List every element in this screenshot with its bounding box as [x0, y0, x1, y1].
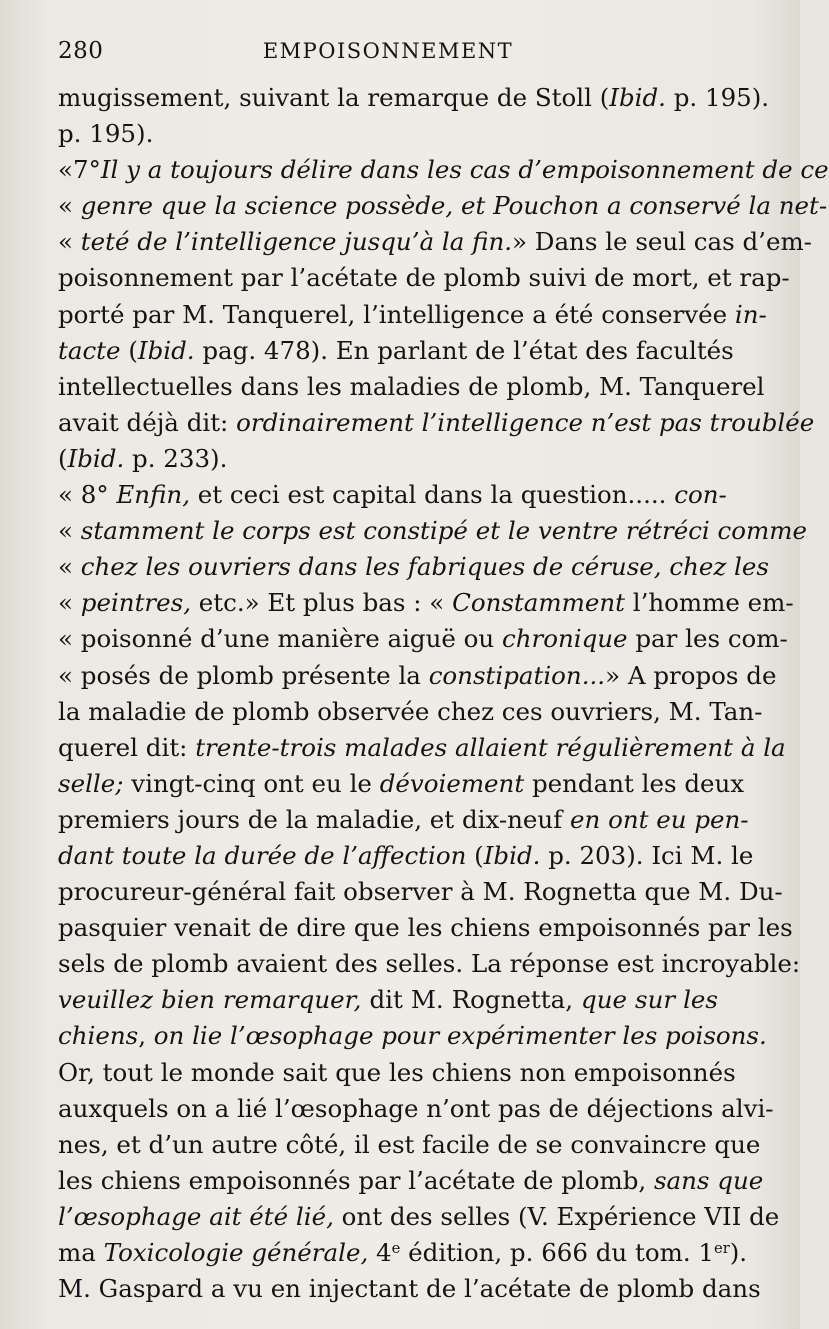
text-segment: (: [120, 335, 138, 365]
text-segment: dit M. Rognetta,: [361, 985, 582, 1015]
text-line: [58, 585, 794, 621]
italic-segment: Ibid.: [67, 443, 125, 473]
text-line: [58, 477, 727, 513]
text-line: [58, 441, 718, 477]
text-segment: nes, et d’un autre côté, il est facile de se convaincre que: [58, 1129, 761, 1159]
italic-segment: chronique: [502, 624, 628, 654]
italic-segment: constipation...: [428, 660, 606, 690]
text-line: [58, 333, 734, 369]
text-segment: édition, p. 666 du tom. 1: [400, 1238, 714, 1267]
text-line: [58, 549, 769, 585]
superscript: er: [714, 1239, 730, 1257]
text-segment: la maladie de plomb observée chez ces ouvriers, M. Tan-: [58, 696, 763, 726]
text-line: [58, 1271, 761, 1307]
text-segment: » A propos de: [605, 660, 777, 690]
italic-segment: stamment le corps est constipé et le ventre rétréci comme: [80, 516, 807, 546]
italic-segment: veuillez bien remarquer,: [58, 985, 362, 1015]
page-header: [58, 38, 718, 68]
italic-segment: on lie l’œsophage pour expérimenter les poisons.: [153, 1021, 767, 1051]
italic-segment: Constamment: [452, 588, 625, 618]
italic-segment: l’œsophage ait été lié,: [58, 1201, 334, 1231]
text-segment: » Dans le seul cas d’em-: [512, 227, 812, 257]
text-segment: M. Gaspard a vu en injectant de l’acétate de plomb dans: [58, 1274, 761, 1304]
italic-segment: peintres,: [80, 588, 191, 618]
text-segment: ont des selles (V. Expérience VII de: [333, 1201, 780, 1231]
italic-segment: dévoiement: [379, 768, 525, 798]
text-line: [58, 80, 770, 116]
text-segment: «: [58, 227, 81, 257]
italic-segment: dant toute la durée de l’affection: [58, 840, 467, 870]
text-line: [58, 297, 767, 333]
italic-segment: Enfin,: [116, 480, 190, 510]
text-segment: ma: [58, 1238, 104, 1267]
text-line: [58, 802, 749, 838]
text-segment: etc.» Et plus bas : «: [191, 588, 453, 618]
text-line: [58, 910, 793, 946]
text-segment: « 8°: [58, 480, 117, 510]
text-line: [58, 621, 788, 657]
italic-segment: sans que: [653, 1165, 764, 1195]
text-segment: p. 195).: [665, 83, 770, 112]
page-number: 280: [58, 38, 104, 64]
text-segment: (: [58, 443, 68, 473]
text-segment: poisonnement par l’acétate de plomb suivi de mort, et rap-: [58, 263, 790, 293]
italic-segment: tacte: [58, 335, 121, 365]
text-line: [58, 405, 815, 441]
text-segment: «: [58, 516, 81, 546]
italic-segment: genre que la science possède, et Pouchon a conservé la net-: [80, 191, 828, 221]
text-segment: par les com-: [627, 624, 788, 654]
italic-segment: in-: [734, 299, 767, 329]
text-segment: mugissement, suivant la remarque de Stoll (: [58, 83, 610, 112]
italic-segment: Ibid.: [609, 83, 666, 112]
text-line: [58, 982, 718, 1018]
text-segment: « posés de plomb présente la: [58, 660, 429, 690]
text-line: [58, 260, 790, 296]
text-line: [58, 513, 807, 549]
text-segment: «7°: [58, 155, 101, 185]
text-line: [58, 1055, 736, 1091]
text-line: [58, 116, 718, 152]
italic-segment: teté de l’intelligence jusqu’à la fin.: [80, 227, 513, 257]
text-segment: «: [58, 588, 81, 618]
text-line: [58, 766, 745, 802]
text-segment: p. 203). Ici M. le: [540, 840, 754, 870]
text-line: [58, 1127, 761, 1163]
text-line: [58, 224, 812, 260]
text-line: [58, 874, 783, 910]
text-segment: «: [58, 191, 81, 221]
text-segment: ,: [138, 1021, 154, 1051]
text-line: [58, 1091, 774, 1127]
italic-segment: Toxicologie générale,: [103, 1238, 369, 1267]
text-segment: ).: [729, 1238, 748, 1267]
text-segment: vingt-cinq ont eu le: [123, 768, 380, 798]
text-line: [58, 152, 829, 188]
italic-segment: Ibid.: [137, 335, 195, 365]
italic-segment: chez les ouvriers dans les fabriques de céruse, chez les: [80, 552, 769, 582]
text-segment: premiers jours de la maladie, et dix-neuf: [58, 804, 571, 834]
text-segment: p. 233).: [124, 443, 228, 473]
text-line: [58, 1163, 764, 1199]
text-line: [58, 946, 801, 982]
text-segment: «: [58, 552, 81, 582]
text-segment: querel dit:: [58, 732, 196, 762]
italic-segment: Il y a toujours délire dans les cas d’empoisonnement de ce: [100, 155, 829, 185]
italic-segment: Ibid.: [483, 840, 541, 870]
text-segment: l’homme em-: [624, 588, 794, 618]
superscript: e: [391, 1239, 401, 1257]
text-segment: pag. 478). En parlant de l’état des facultés: [194, 335, 734, 365]
italic-segment: en ont eu pen-: [570, 804, 749, 834]
text-segment: pendant les deux: [524, 768, 745, 798]
italic-segment: trente-trois malades allaient régulièrement à la: [195, 732, 786, 762]
text-line: [58, 188, 828, 224]
text-segment: pasquier venait de dire que les chiens empoisonnés par les: [58, 913, 793, 943]
text-line: [58, 1199, 780, 1235]
text-segment: p. 195).: [58, 119, 154, 149]
text-segment: porté par M. Tanquerel, l’intelligence a été conservée: [58, 299, 735, 329]
text-segment: procureur-général fait observer à M. Rognetta que M. Du-: [58, 877, 783, 907]
text-segment: avait déjà dit:: [58, 407, 237, 437]
text-segment: intellectuelles dans les maladies de plomb, M. Tanquerel: [58, 371, 765, 401]
italic-segment: selle;: [58, 768, 124, 798]
text-line: [58, 369, 765, 405]
text-segment: Or, tout le monde sait que les chiens non empoisonnés: [58, 1057, 736, 1087]
italic-segment: ordinairement l’intelligence n’est pas troublée: [236, 407, 815, 437]
text-line: [58, 694, 763, 730]
text-segment: sels de plomb avaient des selles. La réponse est incroyable:: [58, 949, 801, 979]
text-segment: (: [466, 840, 484, 870]
text-line: [58, 838, 754, 874]
italic-segment: con-: [674, 480, 727, 510]
text-line: [58, 730, 786, 766]
text-line: [58, 1235, 748, 1271]
text-segment: auxquels on a lié l’œsophage n’ont pas de déjections alvi-: [58, 1093, 774, 1123]
italic-segment: chiens: [58, 1021, 139, 1051]
text-line: [58, 658, 777, 694]
text-segment: et ceci est capital dans la question.....: [189, 480, 675, 510]
italic-segment: que sur les: [581, 985, 719, 1015]
body-text: [58, 80, 829, 1307]
running-title: EMPOISONNEMENT: [262, 39, 514, 63]
text-segment: 4: [368, 1238, 392, 1267]
text-segment: « poisonné d’une manière aiguë ou: [58, 624, 502, 654]
text-segment: les chiens empoisonnés par l’acétate de plomb,: [58, 1165, 654, 1195]
text-line: [58, 1018, 767, 1054]
